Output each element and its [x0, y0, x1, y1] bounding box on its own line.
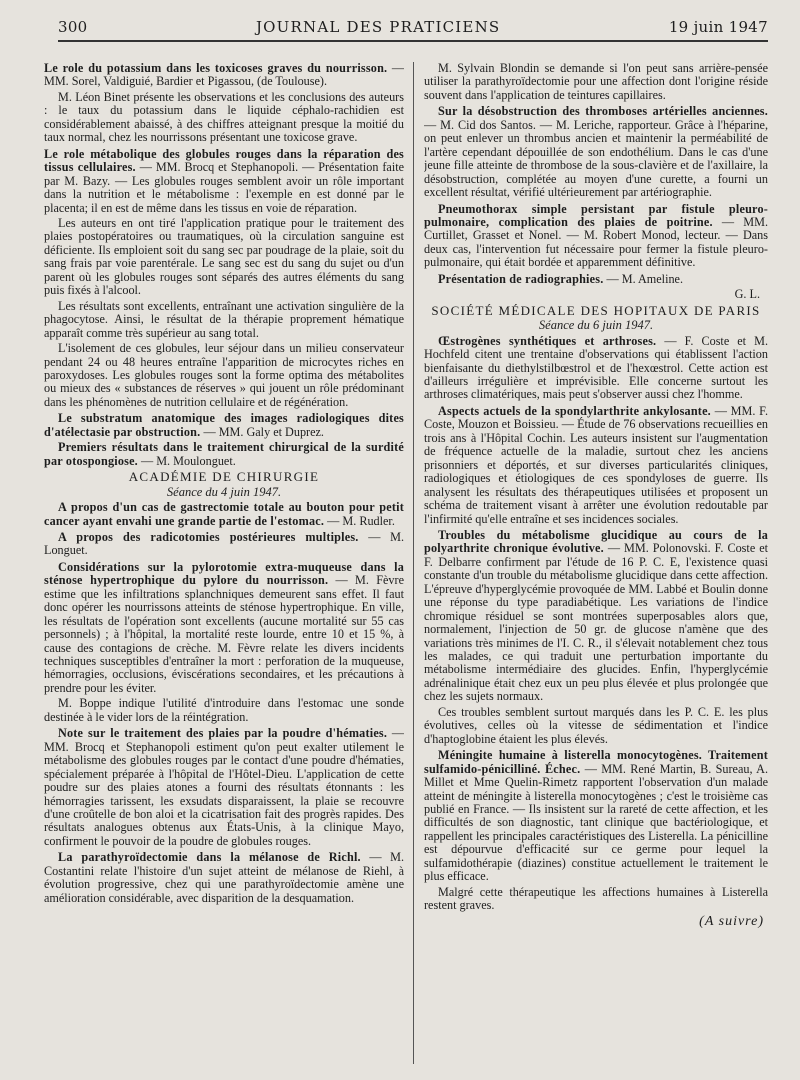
article-title: Premiers résultats dans le traitement chirurgical de la surdité par otospongiose. — [44, 440, 404, 468]
paragraph: M. Boppe indique l'utilité d'introduire dans l'estomac une sonde destinée à le vider lors de la réintégration. — [44, 696, 404, 724]
article-title: Considérations sur la pylorotomie extra-muqueuse dans la sténose hypertrophique du pylore du nourrisson. — [44, 559, 404, 588]
article-authors: — M. Longuet. — [44, 529, 404, 558]
paragraph: Malgré cette thérapeutique les affections humaines à Listerella restent graves. — [424, 884, 768, 913]
right-column — [424, 62, 768, 1072]
paragraph: — Les globules rouges semblent avoir un rôle important dans la nutrition et le métabolisme : l'exemple en est donné par le placenta; il en est de même dans les tissus en voie de réparation. — [44, 173, 404, 215]
paragraph: — MM. Polonovski. F. Coste et F. Delbarre confirment par l'étude de 16 P. C. E, l'existence quasi constante d'un trouble du métabolisme glucidique dans cette affection. L'épreuve d'hyperglycémie provoquée de MM. Labbé et Boulin donne une réponse du type paradiabétique. Les variations de l'indice chromique résiduel se sont montrées superposables alors que, normalement, l'injection de 50 gr. de glucose n'amène que des variations très minimes de l'I. C. R., il s'élevait notablement chez tous les malades, ce qui traduit une perturbation importante du métabolisme intermédiaire des glucides. Enfin, l'hyperglycémie adrénalinique était chez eux un peu plus élevée et plus prolongée que chez les sujets normaux. — [424, 541, 768, 704]
article-pylorotomie — [44, 561, 404, 696]
column-divider — [413, 62, 414, 1064]
article-title: Aspects actuels de la spondylarthrite ankylosante. — [438, 403, 711, 418]
issue-date: 19 juin 1947 — [668, 18, 768, 36]
left-column — [44, 62, 404, 1072]
article-title: Note sur le traitement des plaies par la poudre d'hématies. — [58, 726, 388, 741]
paragraph: — M. Cid dos Santos. — M. Leriche, rapporteur. Grâce à l'héparine, on peut enlever un thrombus ancien et maintenir la perméabilité de l'artère cependant dépouillée de son endothélium. Dans le cas d'une jeune fille atteinte de thrombose de la sous-clavière et de l'axillaire, la désobstruction, complétée au moyen d'une curette, a fourni un excellent résultat, vérifié ultérieurement par artériographie. — [424, 117, 768, 200]
article-oestrogenes — [424, 335, 768, 402]
article-authors: — MM. Brocq et Stephanopoli. — Présentation faite par M. Bazy. — [44, 160, 404, 188]
article-title: A propos des radicotomies postérieures multiples. — [58, 529, 359, 544]
paragraph: — M. Costantini relate l'histoire d'un sujet atteint de mélanose de Riehl, à évolution progressive, chez qui une parathyroïdectomie amène une amélioration considérable, avec disparition de la desquamation. — [44, 850, 404, 905]
article-meningite — [424, 749, 768, 884]
article-title: Troubles du métabolisme glucidique au cours de la polyarthrite chronique évolutive. — [424, 527, 768, 556]
page-header — [58, 14, 768, 42]
continued-note: (A suivre) — [699, 913, 764, 929]
paragraph: M. Léon Binet présente les observations et les conclusions des auteurs : le taux du potassium dans le liquide céphalo-rachidien est considérablement abaissé, à des chiffres atteignant presque la moitié du taux normal, chez les nourrissons présentant une toxicose grave. — [44, 89, 404, 145]
article-authors: — MM. Galy et Duprez. — [203, 424, 324, 439]
article-poudre-hematies — [44, 727, 404, 848]
paragraph: — MM. F. Coste, Mouzon et Boissieu. — Étude de 76 observations recueillies en trois ans à l'Hôpital Cochin. Les auteurs insistent sur l'augmentation de fréquence actuelle de la maladie, surtout chez les anciens prisonniers et déportés, et sur diverses particularités cliniques, radiologiques et étiologiques de ces spondyloses de guerre. Ils analysent les résultats des thérapeutiques utilisées et proposent un schéma de traitement visant à arrêter une évolution redoutable par l'infirmité qu'elle entraîne et ses incidences sociales. — [424, 403, 768, 526]
article-authors: — M. Rudler. — [327, 513, 395, 528]
article-title: La parathyroïdectomie dans la mélanose de Richl. — [58, 850, 361, 865]
article-spondylarthrite — [424, 405, 768, 526]
article-authors: — M. Moulonguet. — [140, 453, 236, 468]
signature-initials: G. L. — [734, 287, 760, 302]
article-title: Présentation de radiographies. — [438, 271, 604, 286]
paragraph: M. Sylvain Blondin se demande si l'on peut sans arrière-pensée utiliser la parathyroïdectomie pour une affection dont l'origine réside souvent dans l'application de teintures capillaires. — [424, 62, 768, 102]
article-title: Pneumothorax simple persistant par fistule pleuro-pulmonaire, complication des plaies de poitrine. — [424, 201, 768, 229]
paragraph: Les auteurs en ont tiré l'application pratique pour le traitement des plaies postopératoires ou traumatiques, où la circulation sanguine est déficiente. Ils emploient soit du sang sec par poudrage de la plaie, soit du sang frais par voie parentérale. Le sang sec est du sang du sujet ou d'un parent où les globules rouges sont séparés des autres éléments du sang puis fixés à l'alcool. — [44, 215, 404, 298]
article-title: Sur la désobstruction des thromboses artérielles anciennes. — [438, 104, 768, 119]
paragraph: — M. Fèvre estime que les infiltrations splanchniques demeurent sans effet. Il faut donc opérer les nourrissons atteints de sténose hypertrophique. En ville, les résultats de l'opération sont excellents (aucune mortalité sur 55 cas personnels) ; à l'hôpital, la mortalité reste lourde, entre 10 et 15 %, à cause des contagions de crèche. M. Fèvre relate les divers incidents techniques susceptibles d'entraîner la mort : perforation de la muqueuse, hémorragies, occlusions, éviscérations secondaires, et les précautions à prendre pour les éviter. — [44, 573, 404, 695]
paragraph: — F. Coste et M. Hochfeld citent une trentaine d'observations qui établissent l'action bienfaisante du diethylstilbœstrol et de l'hexœstrol. Cette action est d'ailleurs irrégulière et imprévisible. Elle concerne surtout les arthroses climatériques, mais peut s'observer aussi chez l'homme. — [424, 333, 768, 402]
article-atelectasie — [44, 412, 404, 439]
article-authors: — M. Ameline. — [606, 271, 684, 286]
article-radiographies — [424, 273, 768, 286]
article-parathyroidectomie — [44, 851, 404, 905]
article-potassium — [44, 62, 404, 89]
paragraph: Ces troubles semblent surtout marqués dans les P. C. E. les plus évolutives, celles où la vitesse de sédimentation et l'indice d'haptoglobine étaient les plus élevés. — [424, 704, 768, 746]
session-date: Séance du 6 juin 1947. — [538, 318, 654, 333]
paragraph: — MM. Curtillet, Grasset et Nonel. — M. Robert Monod, lecteur. — Dans deux cas, l'intervention fut nécessaire pour fermer la fistule pleuro-pulmonaire, qui était bordée et apparemment définitive. — [424, 214, 768, 270]
article-gastrectomie — [44, 501, 404, 528]
article-title: Œstrogènes synthétiques et arthroses. — [438, 333, 657, 348]
article-title: Le substratum anatomique des images radiologiques dites d'atélectasie par obstruction. — [44, 411, 404, 439]
paragraph: L'isolement de ces globules, leur séjour dans un milieu conservateur pendant 24 ou 48 heures entraîne l'apparition de microcytes riches en paroxydoses. Les globules rouges sont la forme optima des métabolites ou mieux des « substances de réserves » qui jouent un rôle prédominant dans les phénomènes de nutrition cellulaire et de régénération. — [44, 341, 404, 409]
paragraph: — MM. René Martin, B. Sureau, A. Millet et Mme Quelin-Rimetz rapportent l'observation d'un malade atteint de méningite à listerella monocytogènes ; c'est le troisième cas publié en France. — Ils insistent sur la rareté de cette affection, et les difficultés de son diagnostic, tant clinique que bactériologique, et rappellent les principales caractéristiques des Listerella. La pénicilline est dépourvue d'efficacité sur ce germe pour lequel la sulfamidothérapie (diazines) constitue actuellement le traitement le plus efficace. — [424, 761, 768, 884]
article-title: Le role métabolique des globules rouges dans la réparation des tissus cellulaires. — [44, 146, 404, 175]
article-authors: — MM. Sorel, Valdiguié, Bardier et Pigassou, (de Toulouse). — [44, 62, 404, 89]
journal-title: JOURNAL DES PRATICIENS — [255, 18, 501, 36]
article-title: Le role du potassium dans les toxicoses graves du nourrisson. — [44, 62, 388, 75]
session-date: Séance du 4 juin 1947. — [166, 484, 282, 499]
article-pneumothorax — [424, 203, 768, 270]
article-globules — [44, 148, 404, 215]
article-title: Méningite humaine à listerella monocytogènes. Traitement sulfamido-pénicilliné. Échec. — [424, 748, 768, 776]
paragraph: — MM. Brocq et Stephanopoli estiment qu'on peut exalter utilement le métabolisme des globules rouges par le contact d'une poudre d'hématies, spécialement préparée à l'hôpital de l'Hôtel-Dieu. L'application de cette poudre sur des plaies atones a fourni des résultats étonnants : les hémorragies tarissent, les exsudats disparaissent, la plaie se recouvre d'une croûtelle de bon aloi et la cicatrisation fait des progrès rapides. Des résultats analogues obtenus aux États-Unis, à la clinique Mayo, confirment le pouvoir de la poudre de globules rouges. — [44, 726, 404, 848]
page-number: 300 — [58, 18, 88, 36]
article-radicotomies — [44, 531, 404, 558]
section-heading: SOCIÉTÉ MÉDICALE DES HOPITAUX DE PARIS — [431, 302, 761, 318]
article-thromboses — [424, 105, 768, 199]
section-heading: ACADÉMIE DE CHIRURGIE — [128, 469, 320, 485]
article-metabolisme-glucidique — [424, 529, 768, 704]
paragraph: Les résultats sont excellents, entraînant une activation singulière de la phagocytose. Ainsi, le résultat de la thérapie proprement hématique apparaît comme très supérieur au sang total. — [44, 298, 404, 340]
article-title: A propos d'un cas de gastrectomie totale au bouton pour petit cancer ayant envahi une grande partie de l'estomac. — [44, 500, 404, 528]
article-surdite — [44, 441, 404, 468]
